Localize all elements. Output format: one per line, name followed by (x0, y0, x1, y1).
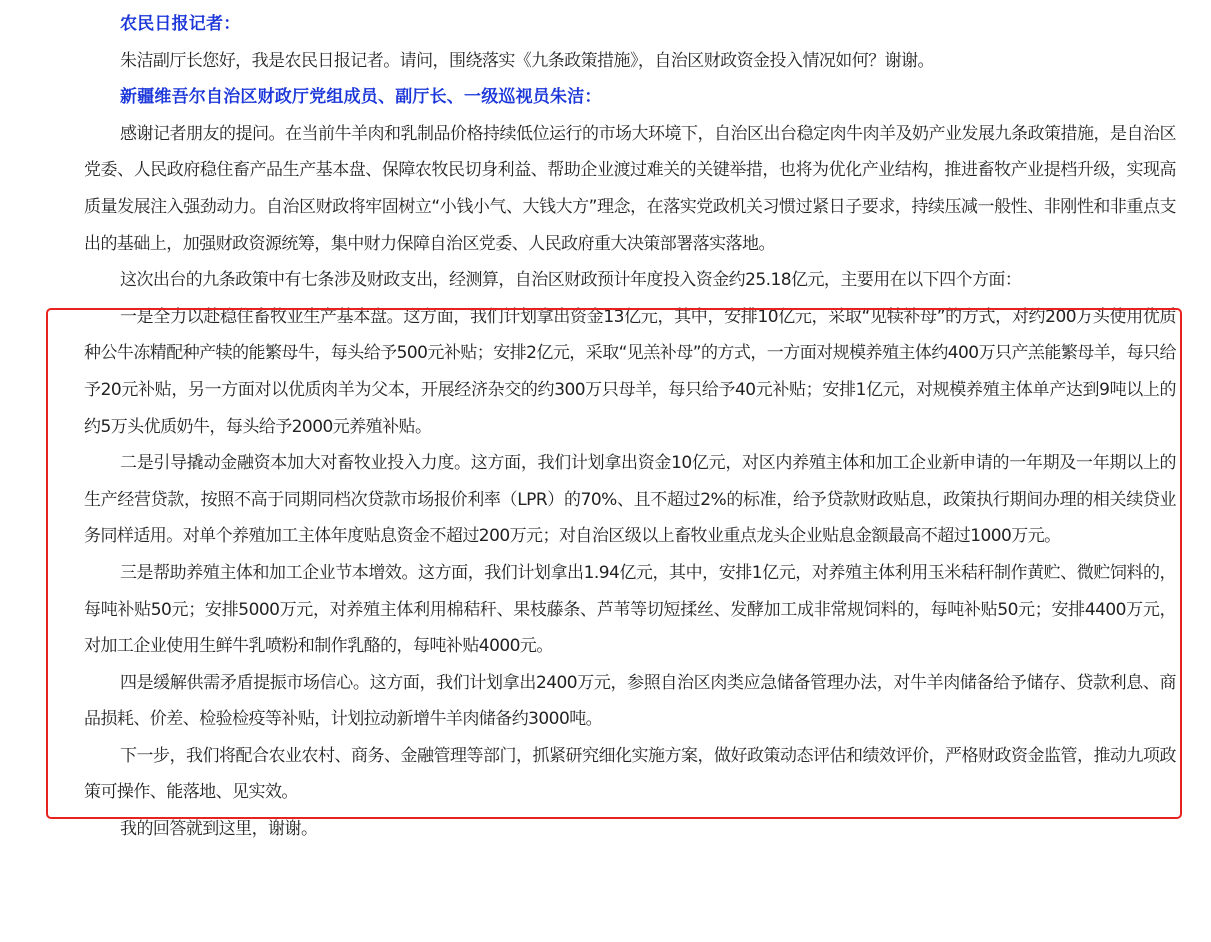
respondent-label: 新疆维吾尔自治区财政厅党组成员、副厅长、一级巡视员朱洁： (120, 87, 602, 108)
point-four-paragraph: 四是缓解供需矛盾提振市场信心。这方面，我们计划拿出2400万元，参照自治区肉类应急储备管理办法，对牛羊肉储备给予储存、贷款利息、商品损耗、价差、检验检疫等补贴，计划拉动新增牛羊肉储备约3000吨。 (84, 672, 1176, 730)
closing-paragraph: 我的回答就到这里，谢谢。 (120, 819, 318, 840)
article-body (84, 6, 1176, 848)
answer-intro-paragraph: 感谢记者朋友的提问。在当前牛羊肉和乳制品价格持续低位运行的市场大环境下，自治区出台稳定肉牛肉羊及奶产业发展九条政策措施，是自治区党委、人民政府稳住畜产品生产基本盘、保障农牧民切身利益、帮助企业渡过难关的关键举措，也将为优化产业结构，推进畜牧产业提档升级，实现高质量发展注入强劲动力。自治区财政将牢固树立“小钱小气、大钱大方”理念，在落实党政机关习惯过紧日子要求，持续压减一般性、非刚性和非重点支出的基础上，加强财政资源统筹，集中财力保障自治区党委、人民政府重大决策部署落实落地。 (84, 123, 1176, 254)
funding-summary-paragraph: 这次出台的九条政策中有七条涉及财政支出，经测算，自治区财政预计年度投入资金约25.18亿元，主要用在以下四个方面： (120, 270, 1022, 291)
question-paragraph: 朱洁副厅长您好，我是农民日报记者。请问，围绕落实《九条政策措施》，自治区财政资金投入情况如何？谢谢。 (120, 50, 934, 71)
point-two-paragraph: 二是引导撬动金融资本加大对畜牧业投入力度。这方面，我们计划拿出资金10亿元，对区内养殖主体和加工企业新申请的一年期及一年期以上的生产经营贷款，按照不高于同期同档次贷款市场报价利率（LPR）的70%、且不超过2%的标准，给予贷款财政贴息，政策执行期间办理的相关续贷业务同样适用。对单个养殖加工主体年度贴息资金不超过200万元；对自治区级以上畜牧业重点龙头企业贴息金额最高不超过1000万元。 (84, 453, 1176, 547)
point-one-paragraph: 一是全力以赴稳住畜牧业生产基本盘。这方面，我们计划拿出资金13亿元，其中，安排10亿元，采取“见犊补母”的方式，对约200万头使用优质种公牛冻精配种产犊的能繁母牛，每头给予500元补贴；安排2亿元，采取“见羔补母”的方式，一方面对规模养殖主体约400万只产羔能繁母羊，每只给予20元补贴，另一方面对以优质肉羊为父本，开展经济杂交的约300万只母羊，每只给予40元补贴；安排1亿元，对规模养殖主体单产达到9吨以上的约5万头优质奶牛，每头给予2000元养殖补贴。 (84, 306, 1176, 437)
point-three-paragraph: 三是帮助养殖主体和加工企业节本增效。这方面，我们计划拿出1.94亿元，其中，安排1亿元，对养殖主体利用玉米秸秆制作黄贮、微贮饲料的，每吨补贴50元；安排5000万元，对养殖主体利用棉秸秆、果枝藤条、芦苇等切短揉丝、发酵加工成非常规饲料的，每吨补贴50元；安排4400万元，对加工企业使用生鲜牛乳喷粉和制作乳酪的，每吨补贴4000元。 (84, 562, 1176, 657)
reporter-label: 农民日报记者： (120, 14, 241, 34)
next-steps-paragraph: 下一步，我们将配合农业农村、商务、金融管理等部门，抓紧研究细化实施方案，做好政策动态评估和绩效评价，严格财政资金监管，推动九项政策可操作、能落地、见实效。 (84, 745, 1176, 803)
